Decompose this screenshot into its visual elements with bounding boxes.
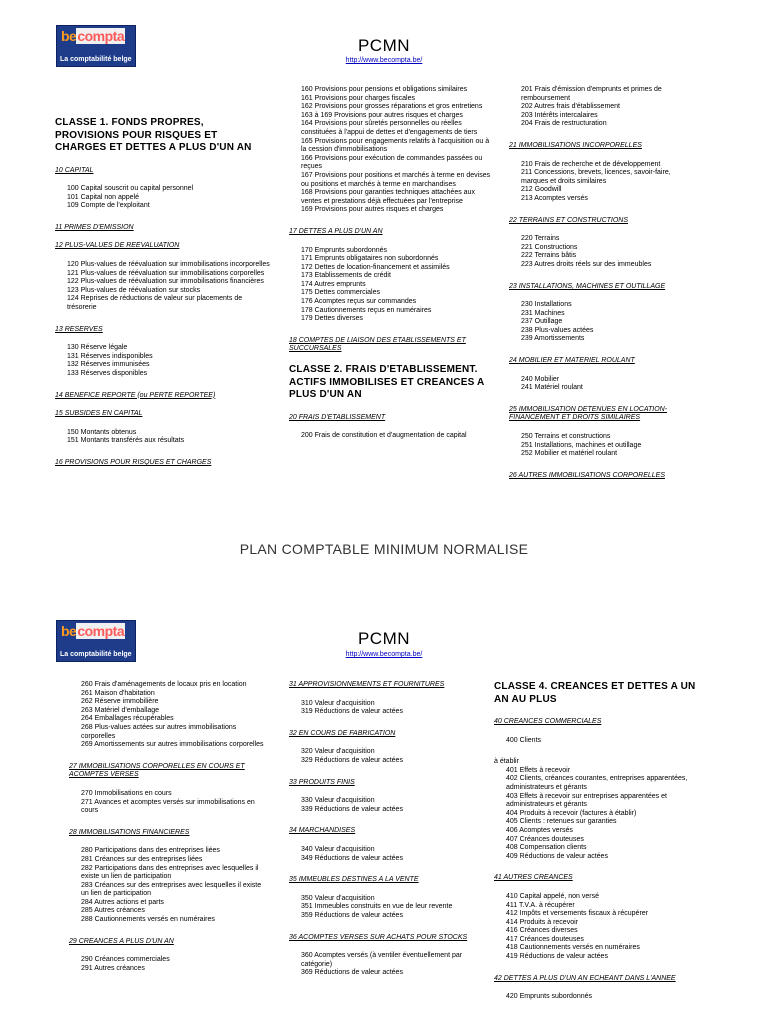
spacer — [509, 270, 694, 283]
logo-wordmark: becompta — [61, 623, 125, 639]
account-item: 261 Maison d'habitation — [81, 689, 155, 697]
account-item: 404 Produits à recevoir (factures à établir) — [506, 809, 637, 817]
account-list — [521, 433, 694, 459]
logo-tagline: La comptabilité belge — [60, 56, 132, 63]
account-item: 270 Immobilisations en cours — [81, 789, 172, 797]
site-link[interactable]: http://www.becompta.be/ — [345, 57, 423, 64]
account-item: 165 Provisions pour engagements relatifs à l'acquisition ou à la cession d'immobilisations — [301, 137, 490, 154]
account-item: 251 Installations, machines et outillage — [521, 441, 642, 449]
account-list — [521, 376, 694, 393]
account-item: 419 Réductions de valeur actées — [506, 953, 608, 961]
account-item: 319 Réductions de valeur actées — [301, 708, 403, 716]
spacer — [289, 978, 494, 991]
account-item: 201 Frais d'émission d'emprunts et primes de remboursement — [521, 86, 662, 102]
class-heading: CLASSE 2. FRAIS D'ETABLISSEMENT. ACTIFS IMMOBILISES ET CREANCES A PLUS D'UN AN — [289, 364, 485, 401]
column-2 — [289, 681, 494, 991]
account-note: à établir — [494, 758, 519, 766]
account-item: 268 Plus-values actées sur autres immobilisations corporelles — [81, 723, 237, 740]
account-item: 202 Autres frais d'établissement — [521, 103, 621, 111]
account-list — [81, 790, 269, 816]
account-item: 417 Créances douteuses — [506, 935, 584, 943]
account-item: 269 Amortissements sur autres immobilisations corporelles — [81, 741, 264, 749]
account-item: 252 Mobilier et matériel roulant — [521, 450, 618, 458]
account-list — [521, 161, 694, 204]
section-heading: 32 EN COURS DE FABRICATION — [289, 729, 396, 737]
account-item: 420 Emprunts subordonnés — [506, 993, 592, 1001]
spacer — [509, 129, 694, 142]
account-item: 239 Amortissements — [521, 335, 585, 343]
account-item: 133 Réserves disponibles — [67, 370, 148, 377]
section-heading: 41 AUTRES CREANCES — [494, 874, 573, 882]
account-item: 284 Autres actions et parts — [81, 898, 164, 906]
account-item: 222 Terrains bâtis — [521, 252, 577, 260]
account-item: 100 Capital souscrit ou capital personnel — [67, 185, 194, 193]
spacer — [289, 324, 494, 337]
section-heading: 11 PRIMES D'EMISSION — [55, 223, 134, 231]
account-item: 403 Effets à recevoir sur entreprises apparentées et administrateurs et gérants — [506, 792, 667, 809]
section-heading: 16 PROVISIONS POUR RISQUES ET CHARGES — [55, 458, 212, 466]
account-list — [506, 993, 709, 1002]
account-item: 175 Dettes commerciales — [301, 289, 380, 297]
account-item: 164 Provisions pour sûretés personnelles ou réelles constituées à l'appui de dettes et d'engagements de tiers — [301, 120, 478, 136]
account-list — [301, 797, 494, 814]
account-item: 109 Compte de l'exploitant — [67, 202, 150, 210]
account-item: 101 Capital non appelé — [67, 193, 140, 201]
spacer — [289, 441, 494, 454]
account-list — [506, 767, 709, 862]
account-item: 264 Emballages récupérables — [81, 715, 174, 723]
section-heading: 26 AUTRES IMMOBILISATIONS CORPORELLES — [509, 471, 665, 479]
account-item: 340 Valeur d'acquisition — [301, 845, 375, 853]
account-item: 220 Terrains — [521, 235, 560, 243]
spacer — [69, 925, 269, 938]
becompta-logo[interactable] — [56, 620, 136, 662]
account-list — [506, 737, 709, 746]
account-item: 203 Intérêts intercalaires — [521, 111, 598, 119]
column-3 — [509, 86, 694, 490]
account-list — [67, 344, 270, 378]
account-list — [301, 748, 494, 765]
account-item: 150 Montants obtenus — [67, 428, 137, 436]
page-title: PCMN — [357, 36, 411, 55]
section-heading: 34 MARCHANDISES — [289, 827, 356, 835]
account-item: 329 Réductions de valeur actées — [301, 756, 403, 764]
account-item: 280 Participations dans des entreprises liées — [81, 847, 220, 855]
account-item: 310 Valeur d'acquisition — [301, 699, 375, 707]
account-item: 221 Constructions — [521, 243, 578, 251]
spacer — [69, 973, 269, 986]
account-item: 132 Réserves immunisées — [67, 361, 150, 369]
account-item: 411 T.V.A. à récupérer — [506, 901, 575, 909]
account-list — [301, 895, 494, 921]
section-heading: 40 CREANCES COMMERCIALES — [494, 718, 602, 725]
account-item: 288 Cautionnements versés en numéraires — [81, 916, 215, 924]
spacer — [289, 215, 494, 228]
account-item: 349 Réductions de valeur actées — [301, 854, 403, 862]
page-title: PCMN — [357, 629, 411, 648]
account-item: 262 Réserve immobilière — [81, 698, 159, 706]
account-item: 263 Matériel d'emballage — [81, 706, 159, 714]
account-item: 162 Provisions pour grosses réparations et gros entretiens — [301, 103, 483, 111]
becompta-logo[interactable] — [56, 25, 136, 67]
column-2 — [289, 86, 494, 454]
spacer — [289, 717, 494, 730]
section-heading: 12 PLUS-VALUES DE REEVALUATION — [55, 242, 180, 250]
account-item: 161 Provisions pour charges fiscales — [301, 94, 416, 102]
account-item: 204 Frais de restructuration — [521, 120, 607, 128]
document-heading: PLAN COMPTABLE MINIMUM NORMALISE — [239, 541, 529, 557]
spacer — [289, 766, 494, 779]
account-item: 130 Réserve légale — [67, 344, 128, 352]
account-item: 210 Frais de recherche et de développement — [521, 160, 661, 168]
account-item: 351 Immeubles construits en vue de leur revente — [301, 903, 453, 911]
section-heading: 25 IMMOBILISATION DETENUES EN LOCATION-FINANCEMENT ET DROITS SIMILAIRES — [509, 405, 668, 422]
account-item: 122 Plus-values de réévaluation sur immobilisations financières — [67, 278, 264, 286]
spacer — [509, 204, 694, 217]
section-heading: 28 IMMOBILISATIONS FINANCIERES — [69, 828, 190, 836]
account-list — [81, 956, 269, 973]
account-item: 124 Reprises de réductions de valeur sur placements de trésorerie — [67, 295, 243, 312]
spacer — [55, 313, 270, 326]
account-item: 360 Acomptes versés (à ventiler éventuellement par catégorie) — [301, 952, 463, 968]
account-item: 330 Valeur d'acquisition — [301, 797, 375, 805]
logo-tagline: La comptabilité belge — [60, 651, 132, 658]
account-item: 412 Impôts et versements fiscaux à récupérer — [506, 910, 649, 918]
account-item: 320 Valeur d'acquisition — [301, 748, 375, 756]
account-item: 283 Créances sur des entreprises avec lesquelles il existe un lien de participation — [81, 881, 262, 898]
section-heading: 27 IMMOBILISATIONS CORPORELLES EN COURS ET ACOMPTES VERSES — [69, 762, 245, 779]
account-list — [301, 247, 494, 324]
spacer — [494, 962, 709, 975]
account-list — [506, 893, 709, 962]
account-item: 407 Créances douteuses — [506, 835, 584, 843]
spacer — [55, 379, 270, 392]
account-item: 416 Créances diverses — [506, 927, 578, 935]
account-item: 163 à 169 Provisions pour autres risques et charges — [301, 111, 463, 119]
section-heading: 17 DETTES A PLUS D'UN AN — [289, 227, 383, 235]
account-item: 339 Réductions de valeur actées — [301, 805, 403, 813]
document-page-2 — [0, 600, 768, 1024]
account-item: 402 Clients, créances courantes, entreprises apparentées, administrateurs et gérants — [506, 775, 688, 791]
section-heading: 14 BENEFICE REPORTE (ou PERTE REPORTEE) — [55, 391, 216, 399]
account-item: 281 Créances sur des entreprises liées — [81, 855, 203, 863]
account-item: 213 Acomptes versés — [521, 194, 588, 202]
spacer — [289, 863, 494, 876]
section-heading: 35 IMMEUBLES DESTINES A LA VENTE — [289, 876, 419, 884]
account-list — [521, 86, 694, 129]
column-1 — [55, 117, 270, 478]
account-item: 241 Matériel roulant — [521, 384, 583, 392]
account-item: 230 Installations — [521, 301, 572, 309]
account-item: 405 Clients : retenues sur garanties — [506, 818, 617, 826]
account-list — [301, 700, 494, 717]
account-item: 173 Etablissements de crédit — [301, 272, 391, 280]
spacer — [494, 745, 709, 758]
account-item: 271 Avances et acomptes versés sur immobilisations en cours — [81, 798, 255, 815]
site-link[interactable]: http://www.becompta.be/ — [345, 651, 423, 658]
account-item: 250 Terrains et constructions — [521, 433, 611, 441]
spacer — [289, 921, 494, 934]
spacer — [55, 446, 270, 459]
account-list — [67, 185, 270, 211]
account-item: 238 Plus-values actées — [521, 326, 594, 334]
account-item: 369 Réductions de valeur actées — [301, 969, 403, 977]
section-heading: 13 RESERVES — [55, 325, 103, 333]
account-list — [301, 952, 494, 978]
account-item: 211 Concessions, brevets, licences, savoir-faire, marques et droits similaires — [521, 169, 671, 185]
account-item: 166 Provisions pour exécution de commandes passées ou reçues — [301, 154, 483, 171]
account-item: 285 Autres créances — [81, 907, 145, 915]
account-item: 200 Frais de constitution et d'augmentation de capital — [301, 432, 467, 440]
account-item: 400 Clients — [506, 736, 542, 744]
account-item: 359 Réductions de valeur actées — [301, 911, 403, 919]
section-heading: 21 IMMOBILISATIONS INCORPORELLES — [509, 141, 642, 149]
account-item: 167 Provisions pour positions et marchés à terme en devises ou positions et marchés à terme en marchandises — [301, 171, 491, 188]
account-item: 240 Mobilier — [521, 375, 560, 383]
spacer — [509, 393, 694, 406]
section-heading: 18 COMPTES DE LIAISON DES ETABLISSEMENTS ET SUCCURSALES — [289, 336, 466, 353]
account-item: 223 Autres droits réels sur des immeubles — [521, 260, 652, 268]
account-list — [81, 681, 269, 750]
section-heading: 29 CREANCES A PLUS D'UN AN — [69, 937, 174, 945]
account-item: 260 Frais d'aménagements de locaux pris en location — [81, 681, 247, 688]
account-item: 290 Créances commerciales — [81, 956, 170, 964]
account-item: 160 Provisions pour pensions et obligations similaires — [301, 86, 468, 93]
account-list — [301, 86, 494, 215]
spacer — [509, 459, 694, 472]
section-heading: 42 DETTES A PLUS D'UN AN ECHEANT DANS L'ANNEE — [494, 974, 676, 982]
spacer — [494, 861, 709, 874]
account-item: 406 Acomptes versés — [506, 826, 573, 834]
account-item: 282 Participations dans des entreprises avec lesquelles il existe un lien de participation — [81, 864, 259, 881]
class-heading: CLASSE 4. CREANCES ET DETTES A UN AN AU PLUS — [494, 681, 696, 705]
spacer — [69, 816, 269, 829]
account-item: 171 Emprunts obligataires non subordonnés — [301, 255, 439, 263]
account-item: 409 Réductions de valeur actées — [506, 852, 608, 860]
account-item: 131 Réserves indisponibles — [67, 352, 153, 360]
account-item: 174 Autres emprunts — [301, 280, 366, 288]
section-heading: 15 SUBSIDES EN CAPITAL — [55, 410, 143, 418]
account-list — [301, 432, 494, 441]
account-item: 350 Valeur d'acquisition — [301, 894, 375, 902]
account-item: 179 Dettes diverses — [301, 315, 363, 323]
account-list — [67, 261, 270, 313]
account-item: 168 Provisions pour garanties techniques attachées aux ventes et prestations déjà effectuées par l'entreprise — [301, 189, 475, 205]
account-item: 121 Plus-values de réévaluation sur immobilisations corporelles — [67, 269, 265, 277]
spacer — [509, 344, 694, 357]
account-list — [301, 846, 494, 863]
column-1 — [69, 681, 269, 986]
section-heading: 22 TERRAINS ET CONSTRUCTIONS — [509, 216, 629, 224]
account-item: 414 Produits à recevoir — [506, 918, 578, 926]
account-item: 170 Emprunts subordonnés — [301, 246, 387, 254]
account-list — [521, 301, 694, 344]
section-heading: 24 MOBILIER ET MATERIEL ROULANT — [509, 357, 635, 365]
class-heading: CLASSE 1. FONDS PROPRES, PROVISIONS POUR RISQUES ET CHARGES ET DETTES A PLUS D'UN AN — [55, 117, 252, 153]
section-heading: 20 FRAIS D'ETABLISSEMENT — [289, 413, 386, 421]
account-item: 291 Autres créances — [81, 964, 145, 972]
account-item: 408 Compensation clients — [506, 844, 587, 852]
account-item: 176 Acomptes reçus sur commandes — [301, 298, 417, 306]
account-item: 169 Provisions pour autres risques et charges — [301, 206, 444, 214]
account-item: 212 Goodwill — [521, 186, 562, 194]
account-item: 151 Montants transférés aux résultats — [67, 437, 185, 445]
account-item: 401 Effets à recevoir — [506, 766, 571, 774]
account-item: 418 Cautionnements versés en numéraires — [506, 944, 640, 952]
section-heading: 10 CAPITAL — [55, 166, 94, 174]
account-list — [81, 847, 269, 924]
section-heading: 23 INSTALLATIONS, MACHINES ET OUTILLAGE — [509, 282, 666, 290]
column-3 — [494, 681, 709, 1015]
logo-wordmark: becompta — [61, 28, 125, 44]
spacer — [69, 750, 269, 763]
account-list — [67, 429, 270, 446]
spacer — [289, 814, 494, 827]
account-item: 120 Plus-values de réévaluation sur immobilisations incorporelles — [67, 261, 270, 269]
account-item: 178 Cautionnements reçus en numéraires — [301, 306, 432, 314]
account-item: 237 Outillage — [521, 318, 563, 326]
account-item: 172 Dettes de location-financement et assimilés — [301, 263, 450, 271]
spacer — [55, 211, 270, 224]
section-heading: 36 ACOMPTES VERSES SUR ACHATS POUR STOCKS — [289, 933, 468, 941]
account-list — [521, 235, 694, 269]
spacer — [494, 1002, 709, 1015]
account-item: 123 Plus-values de réévaluation sur stocks — [67, 286, 201, 294]
account-item: 410 Capital appelé, non versé — [506, 892, 600, 900]
section-heading: 31 APPROVISIONNEMENTS ET FOURNITURES — [289, 681, 445, 688]
section-heading: 33 PRODUITS FINIS — [289, 778, 355, 786]
account-item: 231 Machines — [521, 309, 565, 317]
